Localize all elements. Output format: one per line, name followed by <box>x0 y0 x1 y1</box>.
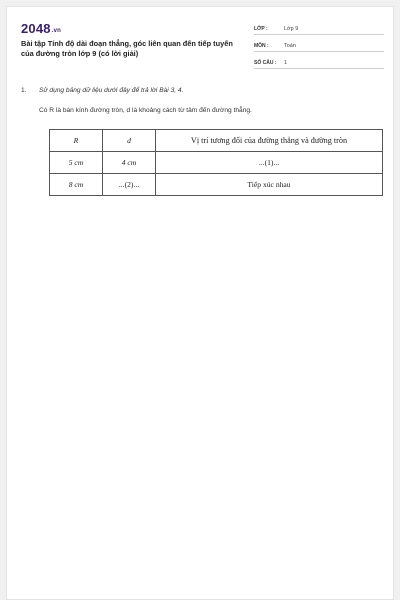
document-meta <box>254 20 384 71</box>
site-logo[interactable] <box>21 21 61 36</box>
cell-position: Tiếp xúc nhau <box>156 174 383 196</box>
meta-subject-row <box>254 37 384 52</box>
table-header-row <box>50 130 383 152</box>
question-instruction: Sử dụng bảng dữ liệu dưới đây để trả lời Bài 3, 4. <box>39 87 184 94</box>
meta-count-label: SỐ CÂU : <box>254 60 277 66</box>
meta-count-row <box>254 54 384 69</box>
meta-grade-label: LỚP : <box>254 26 268 32</box>
data-table <box>49 129 383 196</box>
meta-count-value: 1 <box>284 60 288 66</box>
header-d: d <box>103 130 156 152</box>
table-row <box>50 152 383 174</box>
header-r: R <box>50 130 103 152</box>
logo-tld: .vn <box>51 28 62 34</box>
question-text: Có R là bán kính đường tròn, d là khoảng cách từ tâm đến đường thẳng. <box>39 107 252 114</box>
logo-main: 2048 <box>21 21 51 36</box>
table-row <box>50 174 383 196</box>
document-page <box>6 6 394 600</box>
cell-d: ...(2)... <box>103 174 156 196</box>
question-number: 1. <box>21 87 27 94</box>
meta-subject-value: Toán <box>284 43 296 49</box>
header-position: Vị trí tương đối của đường thẳng và đường tròn <box>156 130 383 152</box>
meta-grade-value: Lớp 9 <box>284 26 299 32</box>
cell-r: 5 cm <box>50 152 103 174</box>
cell-r: 8 cm <box>50 174 103 196</box>
meta-grade-row <box>254 20 384 35</box>
cell-position: ...(1)... <box>156 152 383 174</box>
meta-subject-label: MÔN : <box>254 43 269 49</box>
document-title: Bài tập Tính độ dài đoạn thẳng, góc liên quan đến tiếp tuyến của đường tròn lớp 9 (có lời giải) <box>21 39 233 58</box>
cell-d: 4 cm <box>103 152 156 174</box>
